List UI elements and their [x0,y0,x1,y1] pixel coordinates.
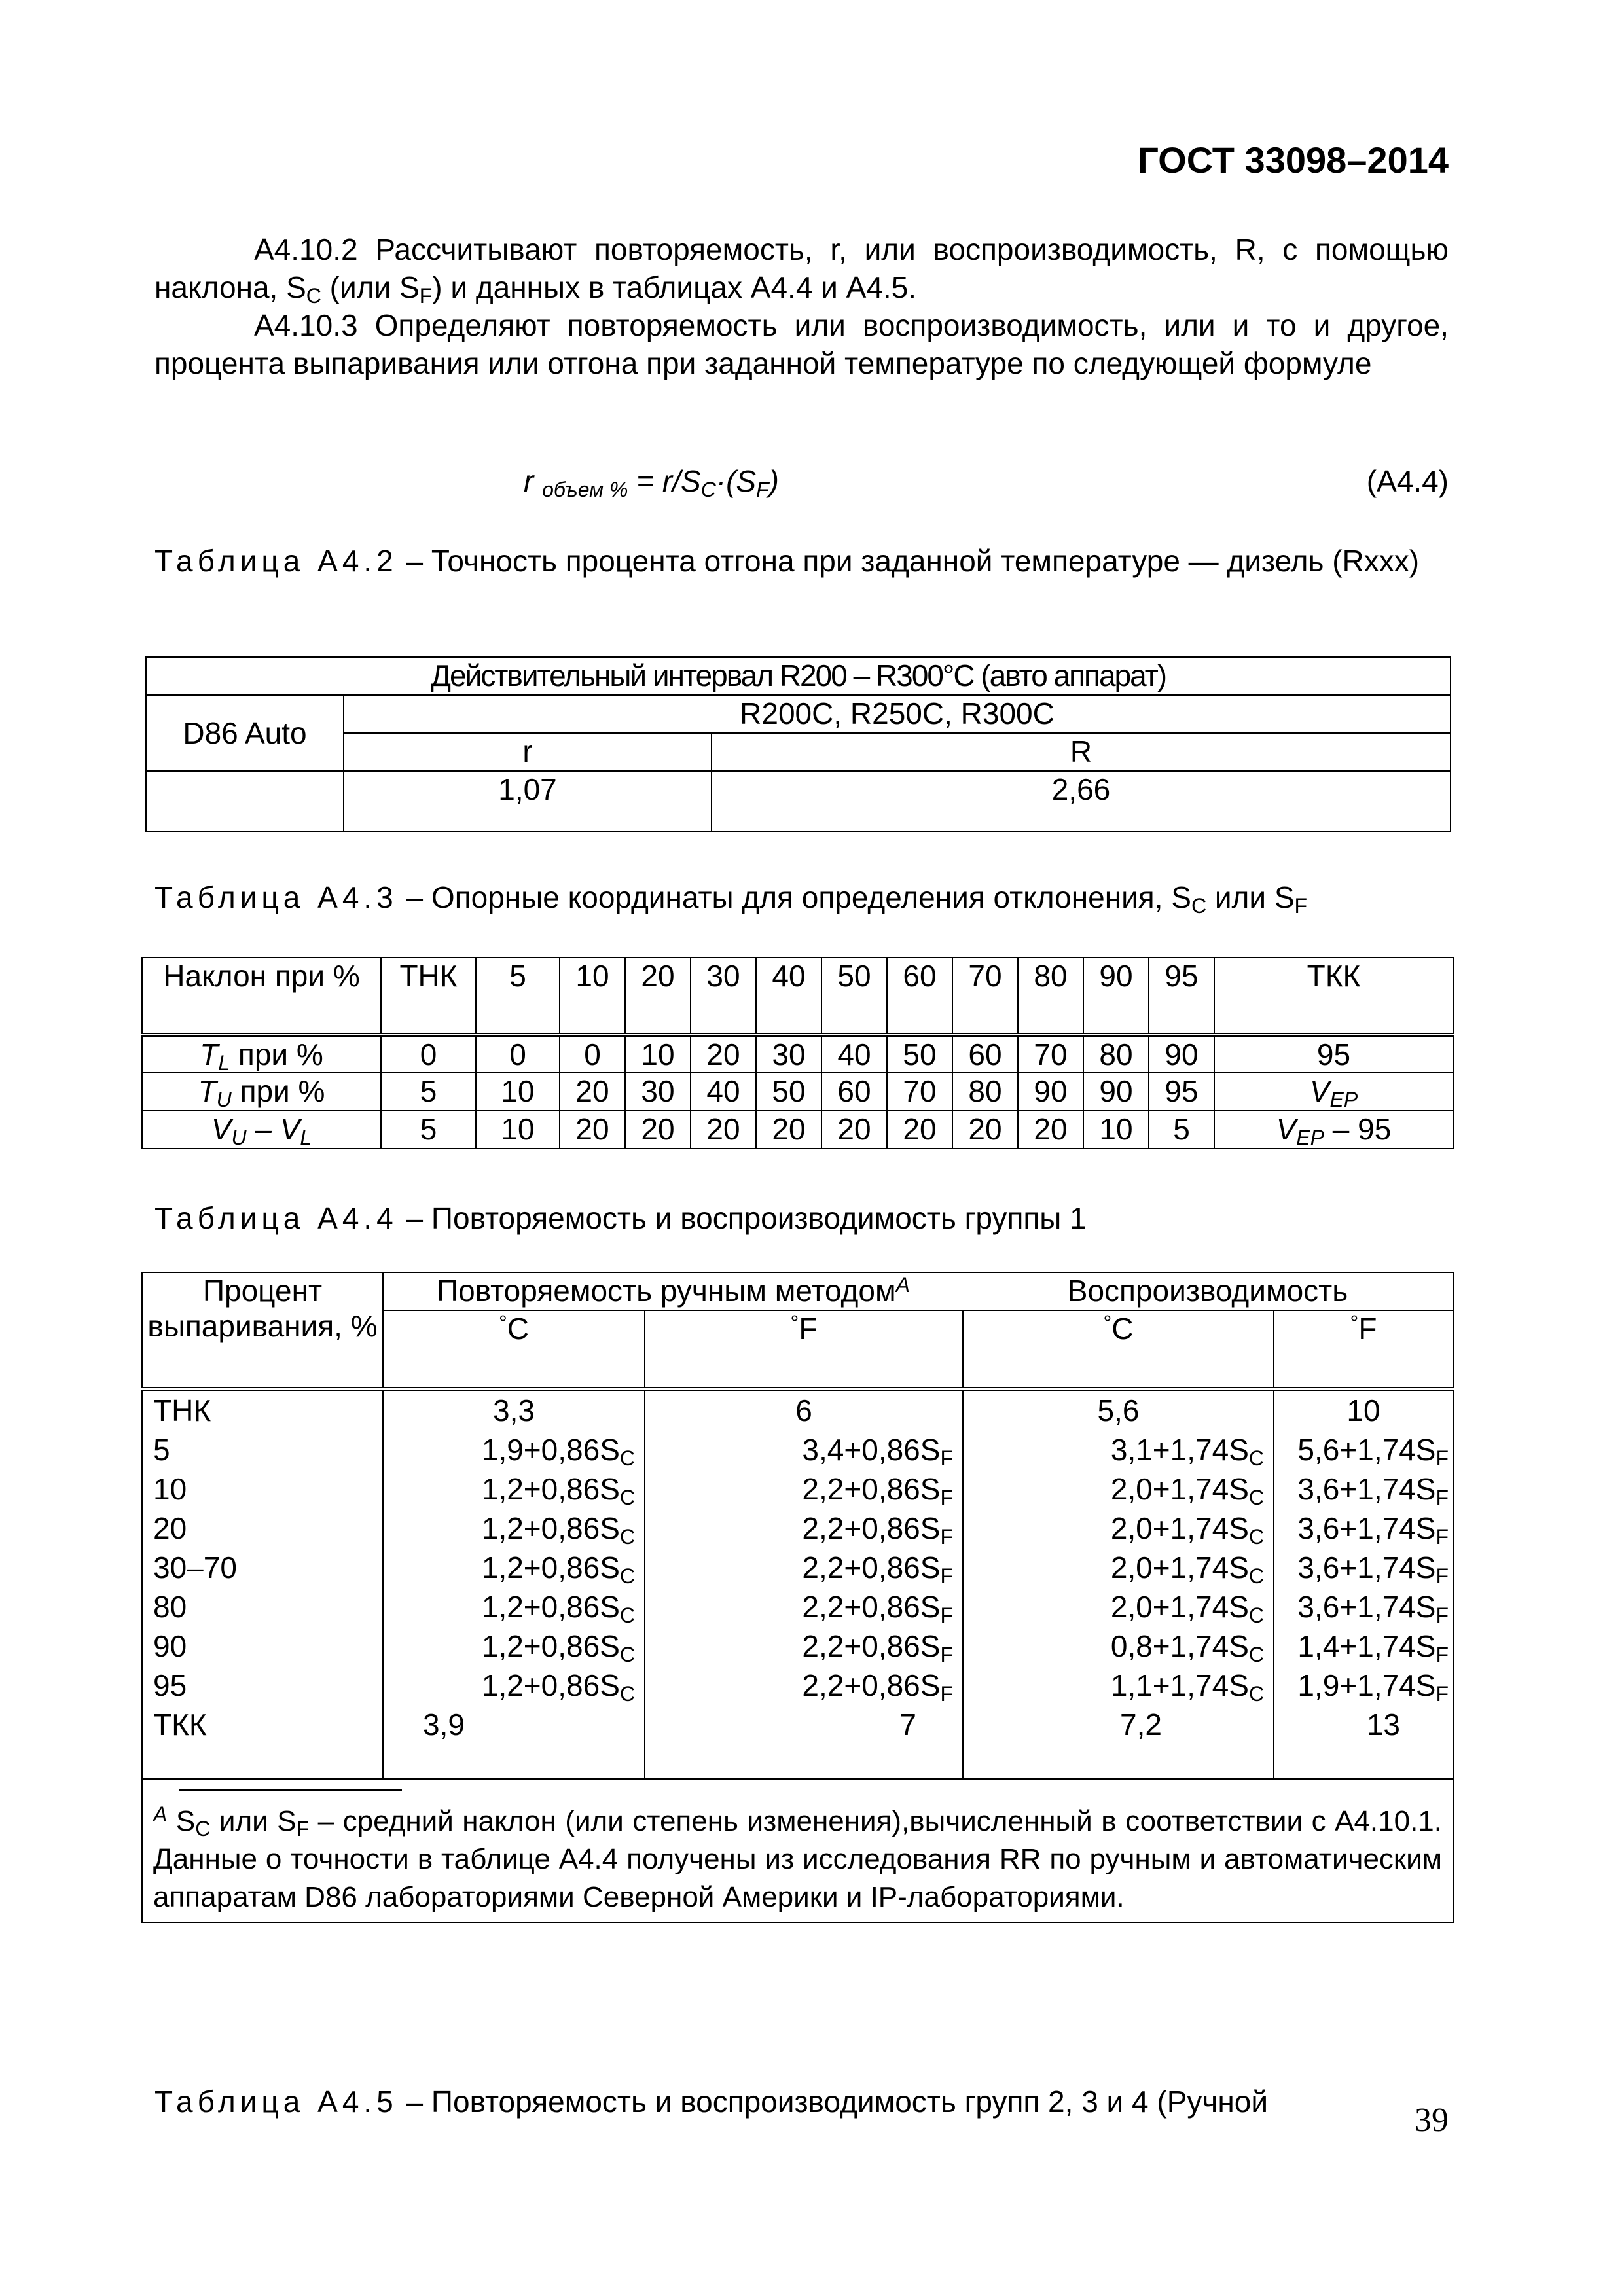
t4-cell: 7,2 [963,1705,1274,1779]
t4-cell: $3,6+1,74S_F$ [1274,1509,1453,1548]
table2-caption: Таблица А4.2 – Точность процента отгона при заданной температуре — дизель (Rxxx) [154,544,1420,578]
t2-val-r: 1,07 [344,771,712,831]
t4-cell: $2,0+1,74S_C$ [963,1509,1274,1548]
table-row [142,1548,1453,1587]
page-number: 39 [1415,2102,1449,2139]
table-row [142,1626,1453,1666]
paragraph-block [154,230,1449,382]
t3-cell: 60 [821,1073,887,1111]
t3-cell: 0 [381,1035,476,1073]
t3-cell: 60 [952,1035,1018,1073]
t4-cell: 6 [645,1389,963,1430]
t4-cell: $2,2+0,86S_F$ [645,1509,963,1548]
t4-repeat-header: Повторяемость ручным методом$^A$ [383,1272,963,1310]
footnote-separator [179,1789,402,1791]
t2-col-R: R [712,733,1451,771]
t4-cell: $3,6+1,74S_F$ [1274,1548,1453,1587]
t3-head-cell: 20 [625,958,691,1035]
t2-col-r: r [344,733,712,771]
t3-head-cell: 10 [560,958,625,1035]
t4-row-label: ТНК [142,1389,383,1430]
t3-head-cell: ТКК [1214,958,1453,1035]
t2-method: D86 Auto [146,695,344,771]
t3-cell: 20 [1018,1111,1083,1149]
t4-cell: 13 [1274,1705,1453,1779]
t3-cell: 5 [381,1073,476,1111]
table5-caption: Таблица А4.5 – Повторяемость и воспроизводимость групп 2, 3 и 4 (Ручной [154,2085,1269,2119]
t4-cell: $1,2+0,86S_C$ [383,1587,645,1626]
table-row [142,1509,1453,1548]
document-standard-header: ГОСТ 33098–2014 [1138,139,1449,181]
t3-cell: 95 [1214,1035,1453,1073]
t4-deg-c: °С [383,1310,645,1389]
table-row [142,1587,1453,1626]
t4-row-label: 90 [142,1626,383,1666]
t4-cell: $2,2+0,86S_F$ [645,1626,963,1666]
t4-cell: $1,2+0,86S_C$ [383,1469,645,1509]
t3-cell-vep: $V_{EP}$ [1214,1073,1453,1111]
t4-row-label: 20 [142,1509,383,1548]
table-row [142,1389,1453,1430]
t3-cell: 20 [560,1111,625,1149]
t3-head-cell: 30 [691,958,756,1035]
t3-cell: 20 [887,1111,952,1149]
t3-row-v-label: $V_U - V_L$ [142,1111,381,1149]
t4-deg-f: °F [1274,1310,1453,1389]
t3-head-cell: 80 [1018,958,1083,1035]
table3-caption: Таблица А4.3 – Опорные координаты для определения отклонения, $S_C$ или $S_F$ [154,880,1308,918]
t3-cell: 5 [381,1111,476,1149]
t3-head-cell: 50 [821,958,887,1035]
table-a4-4 [141,1272,1454,1923]
t3-head-cell: ТНК [381,958,476,1035]
t2-subheader: R200C, R250C, R300C [344,695,1451,733]
t4-col0-header: Процент выпаривания, % [142,1272,383,1389]
t3-head-cell: 90 [1083,958,1149,1035]
t4-cell: 7 [645,1705,963,1779]
t4-row-label: 95 [142,1666,383,1705]
table-row [142,1469,1453,1509]
t4-cell: $1,4+1,74S_F$ [1274,1626,1453,1666]
t4-row-label: 30–70 [142,1548,383,1587]
t3-cell: 70 [1018,1035,1083,1073]
paragraph-a4-10-2: А4.10.2 Рассчитывают повторяемость, r, или воспроизводимость, R, с помощью наклона, $S_C$ (или $S_F$) и данных в таблицах А4.4 и А4.5. [154,232,1449,308]
t4-cell: $3,1+1,74S_C$ [963,1430,1274,1469]
t3-head-label: Наклон при % [142,958,381,1035]
t3-head-cell: 40 [756,958,821,1035]
t3-cell: 10 [476,1111,560,1149]
t4-cell: $1,1+1,74S_C$ [963,1666,1274,1705]
t3-cell: 90 [1149,1035,1214,1073]
t3-cell: 50 [887,1035,952,1073]
t4-cell: $2,0+1,74S_C$ [963,1469,1274,1509]
t4-cell: $0,8+1,74S_C$ [963,1626,1274,1666]
t3-cell: 20 [952,1111,1018,1149]
formula-number: (А4.4) [1366,464,1449,498]
t3-row-tl-label: $T_L$ при % [142,1035,381,1073]
t4-cell: $1,2+0,86S_C$ [383,1548,645,1587]
paragraph-a4-10-3: А4.10.3 Определяют повторяемость или воспроизводимость, или и то и другое, процента выпаривания или отгона при заданной температуре по следующей формуле [154,308,1449,380]
t3-head-cell: 95 [1149,958,1214,1035]
t3-head-cell: 70 [952,958,1018,1035]
t4-cell: 10 [1274,1389,1453,1430]
t4-cell: $3,4+0,86S_F$ [645,1430,963,1469]
t3-cell: 30 [625,1073,691,1111]
t4-cell: $1,2+0,86S_C$ [383,1666,645,1705]
t3-row-tu-label: $T_U$ при % [142,1073,381,1111]
t3-head-cell: 60 [887,958,952,1035]
t4-row-label: 80 [142,1587,383,1626]
t4-cell: $2,2+0,86S_F$ [645,1548,963,1587]
t4-cell: $5,6+1,74S_F$ [1274,1430,1453,1469]
t4-cell: $2,2+0,86S_F$ [645,1469,963,1509]
t2-header: Действительный интервал R200 – R300°С (авто аппарат) [146,657,1451,695]
t4-cell: $2,0+1,74S_C$ [963,1548,1274,1587]
t3-cell: 80 [1083,1035,1149,1073]
table-a4-2 [145,656,1451,832]
t3-cell: 40 [821,1035,887,1073]
t4-cell: $2,0+1,74S_C$ [963,1587,1274,1626]
t3-cell: 20 [821,1111,887,1149]
t3-cell: 20 [560,1073,625,1111]
table-row [142,1705,1453,1779]
t3-cell: 10 [625,1035,691,1073]
t3-cell: 70 [887,1073,952,1111]
t3-cell: 90 [1083,1073,1149,1111]
table-a4-3 [141,957,1454,1149]
t3-cell: 20 [756,1111,821,1149]
t3-cell: 30 [756,1035,821,1073]
t4-cell: $1,9+0,86S_C$ [383,1430,645,1469]
t3-cell: 90 [1018,1073,1083,1111]
t4-deg-f: °F [645,1310,963,1389]
t4-cell: 3,9 [383,1705,645,1779]
t3-cell: 20 [625,1111,691,1149]
t3-head-cell: 5 [476,958,560,1035]
t4-row-label: 10 [142,1469,383,1509]
t3-cell: 80 [952,1073,1018,1111]
t4-cell: 5,6 [963,1389,1274,1430]
t3-cell: 40 [691,1073,756,1111]
t3-cell: 50 [756,1073,821,1111]
t3-cell: 10 [1083,1111,1149,1149]
t3-cell: 20 [691,1035,756,1073]
t4-cell: 3,3 [383,1389,645,1430]
t3-cell: 0 [476,1035,560,1073]
t4-cell: $3,6+1,74S_F$ [1274,1469,1453,1509]
t2-val-R: 2,66 [712,771,1451,831]
t3-cell: 95 [1149,1073,1214,1111]
t3-cell: 0 [560,1035,625,1073]
t4-row-label: ТКК [142,1705,383,1779]
t4-cell: $2,2+0,86S_F$ [645,1587,963,1626]
t2-empty [146,771,344,831]
t4-cell: $3,6+1,74S_F$ [1274,1587,1453,1626]
t3-cell-vep-95: $V_{EP} - 95$ [1214,1111,1453,1149]
t4-reprod-header: Воспроизводимость [963,1272,1453,1310]
t4-cell: $1,2+0,86S_C$ [383,1626,645,1666]
t3-cell: 10 [476,1073,560,1111]
table-row [142,1666,1453,1705]
t3-cell: 20 [691,1111,756,1149]
t4-cell: $2,2+0,86S_F$ [645,1666,963,1705]
t3-cell: 5 [1149,1111,1214,1149]
formula-a4-4: r $_{объем \%} = r/S_C\cdot(S_F)$ [524,464,779,501]
table4-caption: Таблица А4.4 – Повторяемость и воспроизводимость группы 1 [154,1201,1087,1235]
t4-cell: $1,9+1,74S_F$ [1274,1666,1453,1705]
t4-deg-c: °С [963,1310,1274,1389]
t4-footnote: $^A$ $S_C$ или $S_F$ – средний наклон (или степень изменения),вычисленный в соответствии с А4.10.1. Данные о точности в таблице А4.4 получены из исследования RR по ручным и автоматическим аппаратам D86 лабораториями Северной Америки и IP-лабораториями. [142,1779,1453,1922]
t4-row-label: 5 [142,1430,383,1469]
t4-cell: $1,2+0,86S_C$ [383,1509,645,1548]
table-row [142,1430,1453,1469]
